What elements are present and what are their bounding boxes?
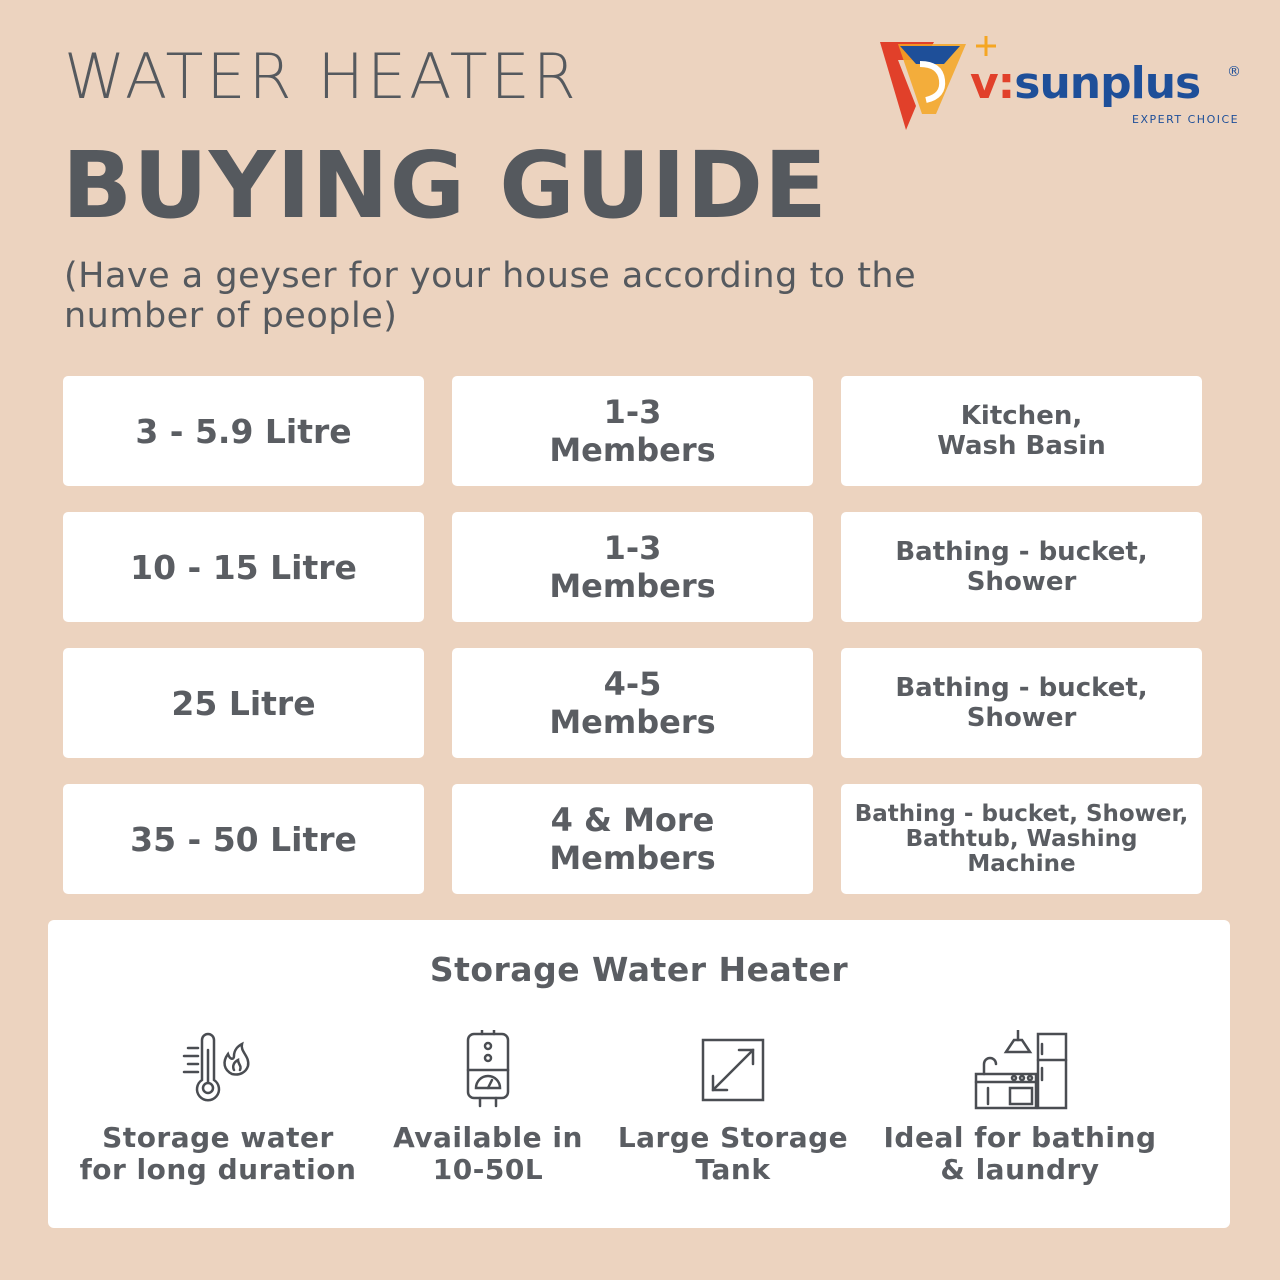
members-label: Members xyxy=(549,567,716,605)
water-heater-icon xyxy=(448,1030,528,1110)
storage-panel xyxy=(48,920,1230,1228)
expand-arrow-icon xyxy=(693,1030,773,1110)
title-line2: BUYING GUIDE xyxy=(62,132,828,239)
members-count: 4 & More xyxy=(550,801,715,839)
thermometer-fire-icon xyxy=(178,1030,258,1110)
members-card xyxy=(452,376,813,486)
usage-text: Kitchen, Wash Basin xyxy=(937,401,1106,461)
usage-card xyxy=(841,512,1202,622)
subtitle: (Have a geyser for your house according to the number of people) xyxy=(64,256,917,336)
logo-tagline: EXPERT CHOICE xyxy=(1132,113,1240,126)
feature-label: Available in 10-50L xyxy=(393,1121,583,1186)
feature-item xyxy=(870,1030,1170,1186)
usage-card xyxy=(841,376,1202,486)
title-line1: WATER HEATER xyxy=(64,40,579,113)
storage-title: Storage Water Heater xyxy=(429,950,849,989)
members-card xyxy=(452,512,813,622)
capacity-card: 3 - 5.9 Litre xyxy=(63,376,424,486)
capacity-card: 35 - 50 Litre xyxy=(63,784,424,894)
usage-text: Bathing - bucket, Shower xyxy=(895,673,1148,733)
feature-label: Storage water for long duration xyxy=(79,1121,357,1186)
members-count: 1-3 xyxy=(603,393,662,431)
capacity-card: 10 - 15 Litre xyxy=(63,512,424,622)
feature-label: Large Storage Tank xyxy=(617,1121,849,1186)
members-label: Members xyxy=(549,703,716,741)
usage-text: Bathing - bucket, Shower xyxy=(895,537,1148,597)
feature-item xyxy=(593,1030,873,1186)
usage-card xyxy=(841,648,1202,758)
capacity-card: 25 Litre xyxy=(63,648,424,758)
usage-text: Bathing - bucket, Shower, Bathtub, Washing Machine xyxy=(854,800,1189,877)
usage-card xyxy=(841,784,1202,894)
members-count: 4-5 xyxy=(603,665,662,703)
members-card xyxy=(452,784,813,894)
logo-wordmark: v:sunplus xyxy=(970,58,1201,109)
members-card xyxy=(452,648,813,758)
members-label: Members xyxy=(549,839,716,877)
members-count: 1-3 xyxy=(603,529,662,567)
logo-registered-mark: ® xyxy=(1227,64,1241,80)
feature-label: Ideal for bathing & laundry xyxy=(883,1121,1157,1186)
kitchen-appliances-icon xyxy=(970,1030,1070,1110)
feature-item xyxy=(78,1030,358,1186)
members-label: Members xyxy=(549,431,716,469)
